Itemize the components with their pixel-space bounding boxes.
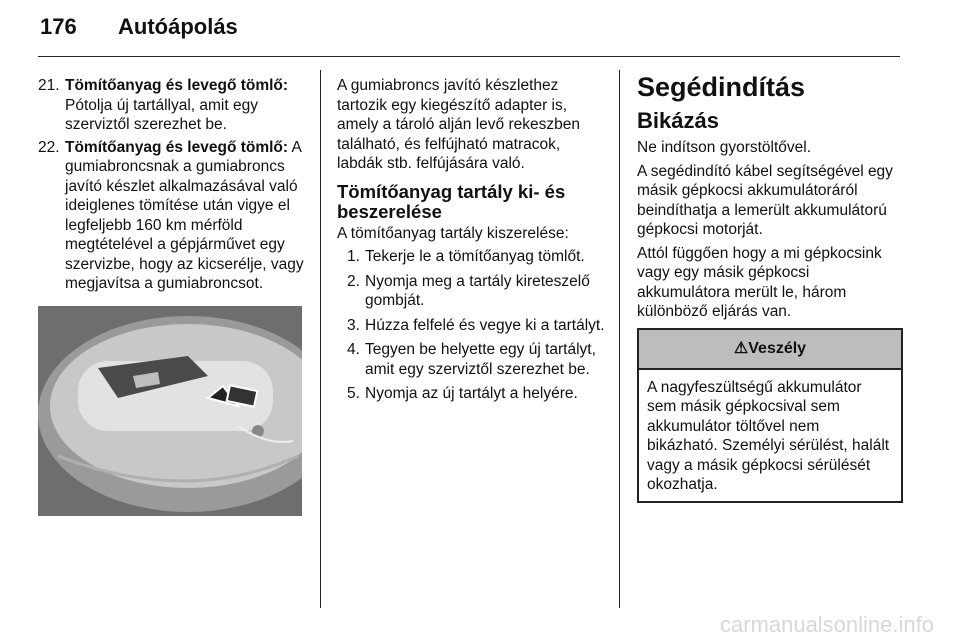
- item-number: 22.: [38, 138, 60, 156]
- step-number: 3.: [347, 316, 360, 334]
- step-number: 2.: [347, 272, 360, 290]
- step-text: Tegyen be helyette egy új tartályt, amit egy szerviztől szerezhet be.: [365, 341, 596, 378]
- warning-text: A nagyfeszültségű akkumulátor sem másik gépkocsival sem akkumulátor töltővel nem bikázható. Személyi sérülést, halált vagy a másik gépkocsi sérülését okozhatja.: [647, 378, 890, 493]
- right-column: [637, 72, 903, 503]
- step-item: [337, 272, 609, 311]
- column-divider-1: [320, 70, 321, 608]
- step-text: Nyomja meg a tartály kireteszelő gombját.: [365, 272, 590, 309]
- left-column: [38, 76, 306, 516]
- step-number: 4.: [347, 341, 360, 358]
- item-label: Tömítőanyag és levegő tömlő:: [65, 138, 289, 156]
- section-title: Autóápolás: [118, 14, 238, 39]
- step-number: 1.: [347, 248, 360, 265]
- page-header: [40, 14, 238, 40]
- list-item: [38, 138, 306, 294]
- paragraph: Ne indítson gyorstöltővel.: [637, 139, 812, 156]
- paragraph: Attól függően hogy a mi gépkocsink vagy egy másik gépkocsi akkumulátora merült le, három különböző eljárás van.: [637, 244, 882, 320]
- repair-kit-illustration: [38, 306, 302, 516]
- repair-kit-photo: [38, 306, 302, 516]
- warning-box: [637, 328, 903, 503]
- header-rule: [38, 56, 900, 57]
- step-text: Tekerje le a tömítőanyag tömlőt.: [365, 248, 585, 265]
- item-number: 21.: [38, 77, 60, 94]
- step-text: Húzza felfelé és vegye ki a tartályt.: [365, 316, 605, 334]
- warning-title: Veszély: [748, 339, 807, 357]
- section-heading: Tömítőanyag tartály ki- és beszerelése: [337, 180, 566, 222]
- item-text: A gumiabroncsnak a gumiabroncs javító készlet alkalmazásával való ideiglenes tömítése után vigye el legfeljebb 160 km mérföld megtételével a gépjárművet egy szervizbe, hogy az kicserélje, vagy megjavítsa a gumiabroncsot.: [65, 138, 304, 292]
- step-number: 5.: [347, 385, 360, 402]
- step-item: [337, 340, 609, 379]
- steps-list: [337, 247, 609, 404]
- chapter-subtitle: Bikázás: [637, 108, 719, 133]
- kit-intro-paragraph: A gumiabroncs javító készlethez tartozik egy kiegészítő adapter is, amely a tároló alján levő rekeszben található, és felfújható matracok, labdák stb. felfújására való.: [337, 77, 580, 172]
- middle-column: [337, 76, 609, 409]
- item-text: Pótolja új tartállyal, amit egy szerviztől szerezhet be.: [65, 96, 258, 133]
- watermark: carmanualsonline.info: [719, 612, 934, 637]
- column-divider-2: [619, 70, 620, 608]
- page-number: 176: [40, 14, 77, 39]
- steps-intro: A tömítőanyag tartály kiszerelése:: [337, 224, 569, 242]
- warning-header: [639, 330, 901, 370]
- step-item: [337, 247, 609, 267]
- chapter-title: Segédindítás: [637, 72, 806, 102]
- step-item: [337, 384, 609, 404]
- warning-triangle-icon: ⚠: [733, 339, 749, 357]
- step-item: [337, 316, 609, 336]
- paragraph: A segédindító kábel segítségével egy másik gépkocsi akkumulátoráról beindíthatja a lemerült akkumulátorú gépkocsi motorját.: [637, 162, 893, 238]
- item-label: Tömítőanyag és levegő tömlő:: [65, 77, 289, 94]
- list-item: [38, 76, 306, 135]
- step-text: Nyomja az új tartályt a helyére.: [365, 385, 578, 402]
